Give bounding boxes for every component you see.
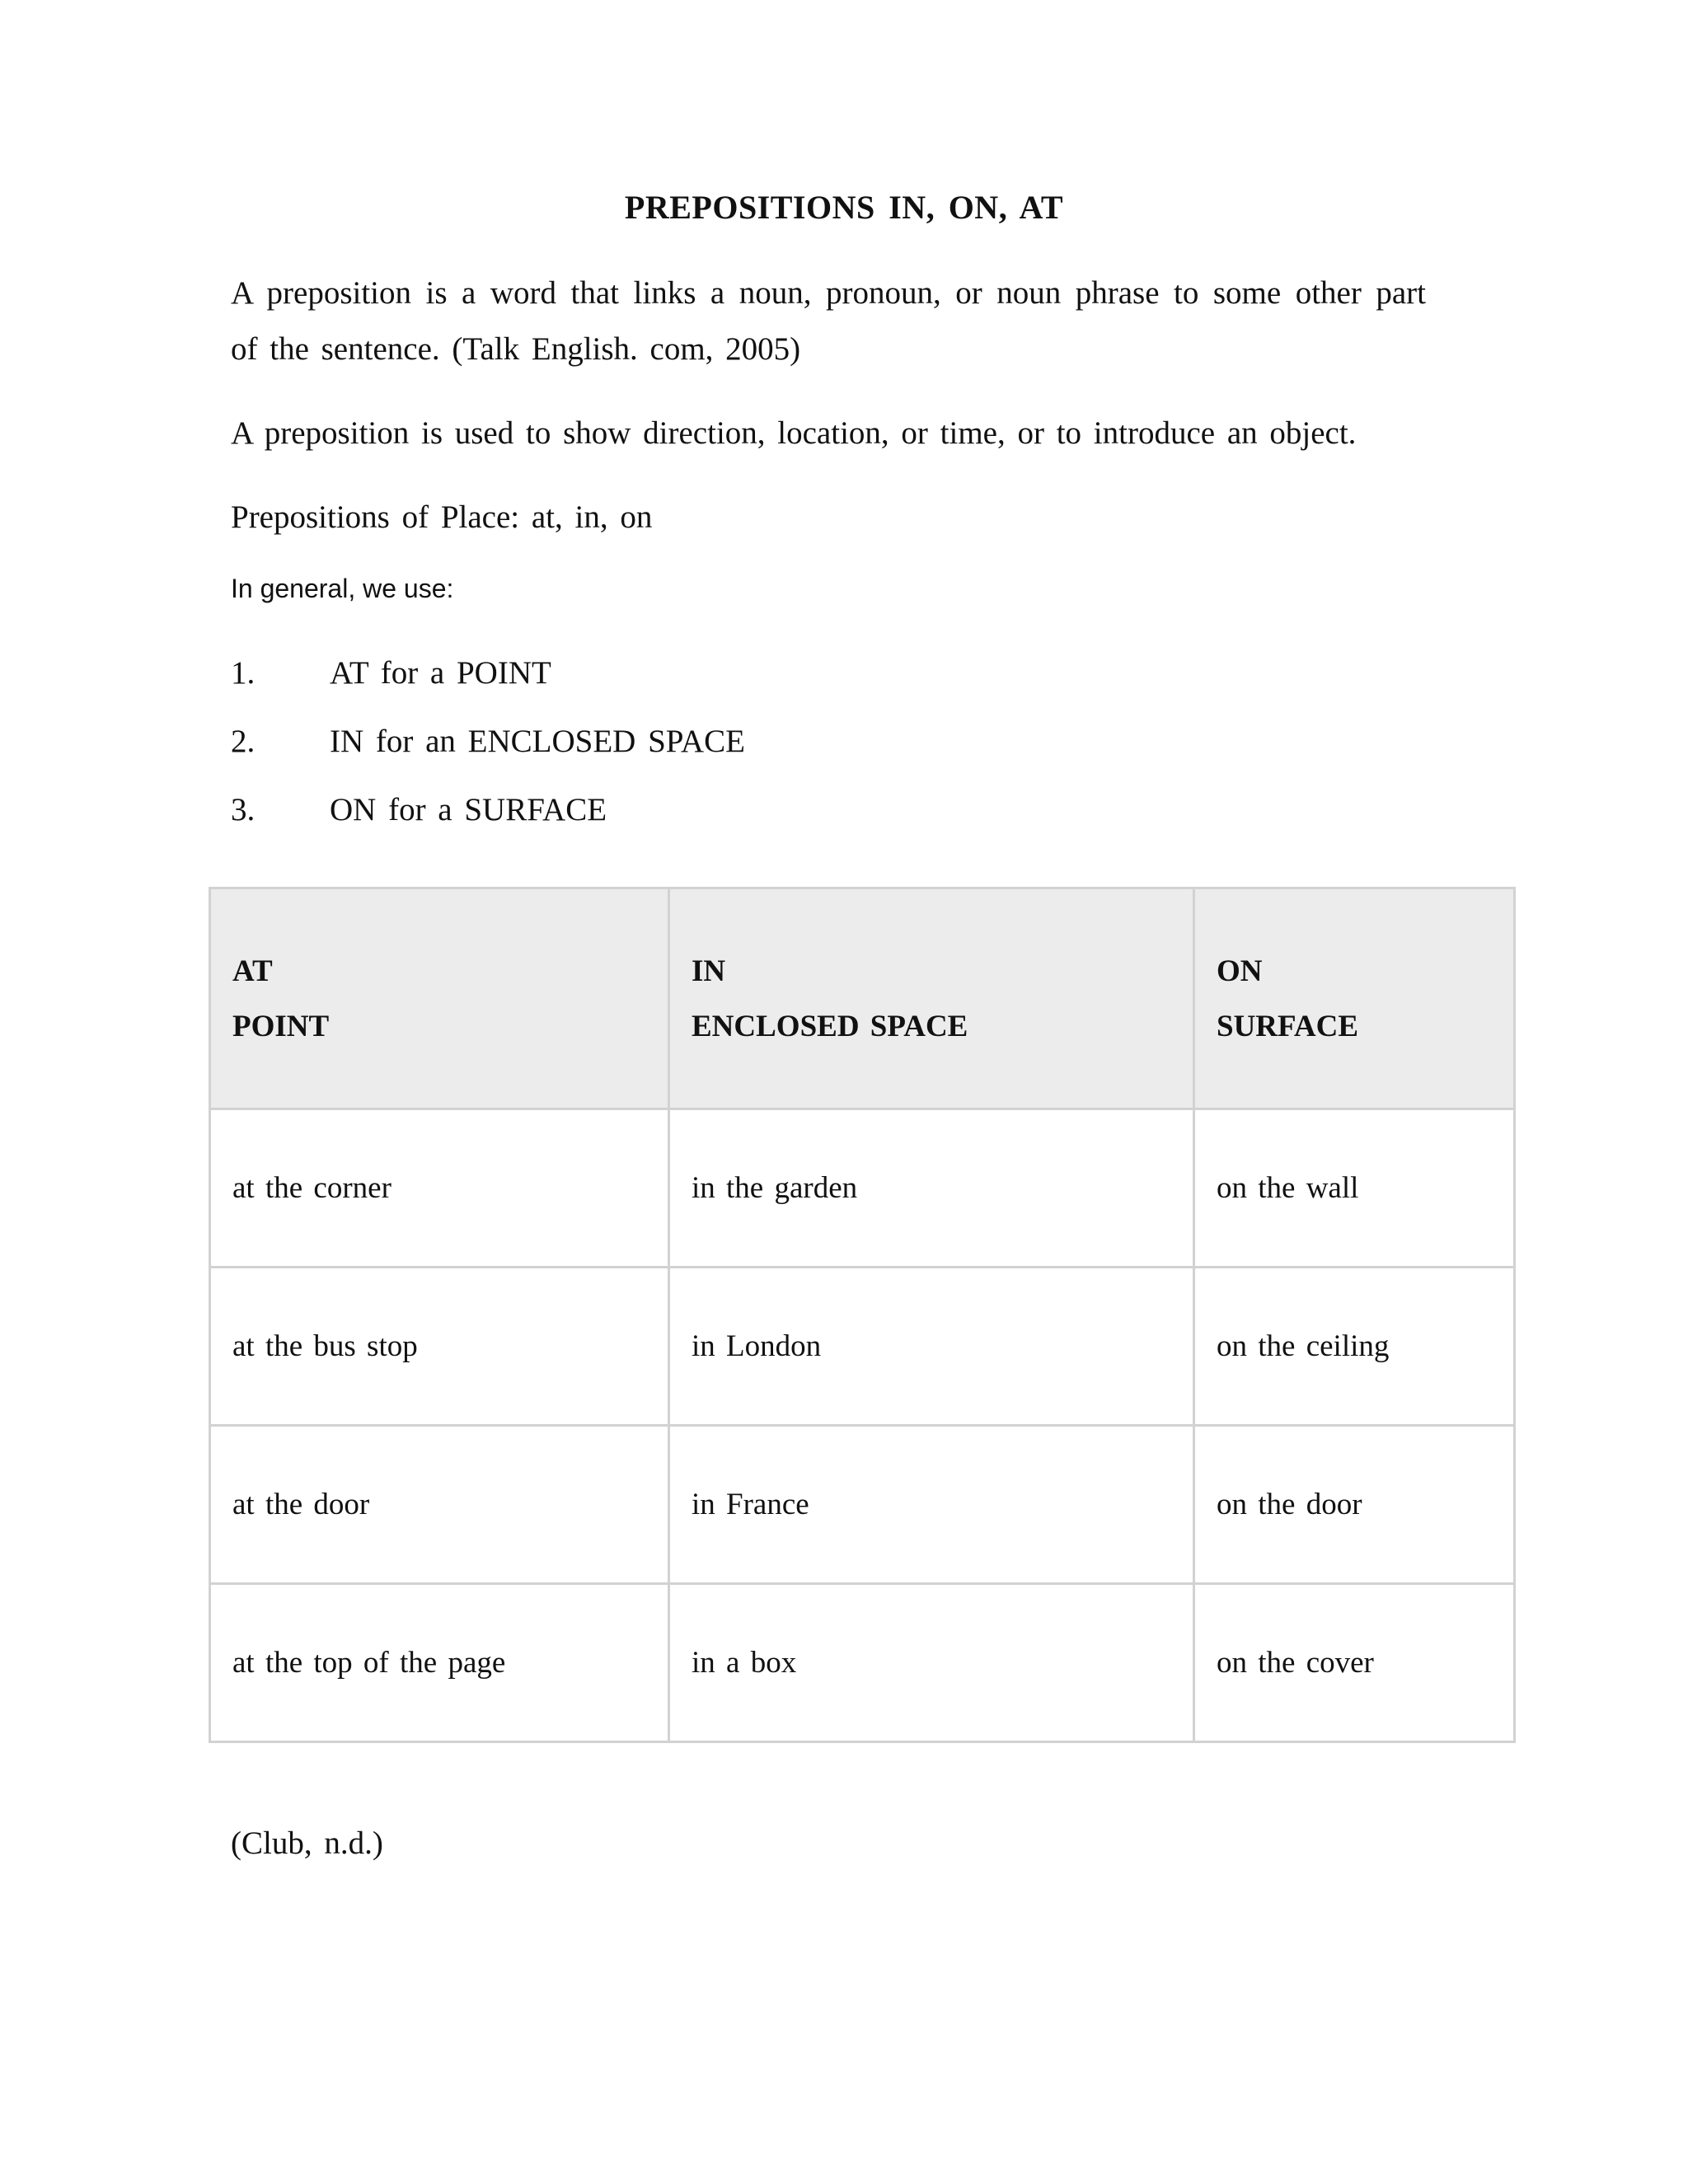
table-header-row	[210, 888, 1515, 1109]
table-cell: on the ceiling	[1194, 1268, 1515, 1426]
table-cell: in the garden	[669, 1109, 1194, 1268]
table-cell: at the door	[210, 1426, 669, 1584]
header-line: POINT	[232, 1009, 330, 1043]
header-line: IN	[692, 954, 726, 988]
list-item	[231, 785, 745, 853]
table-cell: at the corner	[210, 1109, 669, 1268]
list-item	[231, 716, 745, 785]
definition-paragraph: A preposition is a word that links a noun, pronoun, or noun phrase to some other part of the sentence. (Talk English. com, 2005)	[231, 275, 1426, 367]
table-cell: on the wall	[1194, 1109, 1515, 1268]
table-cell: at the bus stop	[210, 1268, 669, 1426]
general-paragraph: In general, we use:	[231, 574, 454, 603]
header-line: ENCLOSED SPACE	[692, 1009, 968, 1043]
list-number: 1.	[231, 655, 256, 691]
table-row	[210, 1584, 1515, 1742]
table-cell: in a box	[669, 1584, 1194, 1742]
table-cell: at the top of the page	[210, 1584, 669, 1742]
page-title: PREPOSITIONS IN, ON, AT	[624, 189, 1064, 226]
header-line: SURFACE	[1217, 1009, 1358, 1043]
table-row	[210, 1426, 1515, 1584]
table-cell: on the cover	[1194, 1584, 1515, 1742]
preposition-list	[231, 648, 745, 853]
prepositions-table	[209, 887, 1516, 1743]
list-number: 2.	[231, 724, 256, 759]
prepositions-table-wrapper	[209, 887, 1516, 1743]
table-cell: in France	[669, 1426, 1194, 1584]
table-cell: on the door	[1194, 1426, 1515, 1584]
list-item	[231, 648, 745, 716]
header-line: ON	[1217, 954, 1263, 988]
citation: (Club, n.d.)	[231, 1825, 383, 1861]
place-paragraph: Prepositions of Place: at, in, on	[231, 499, 653, 535]
list-text: IN for an ENCLOSED SPACE	[330, 724, 745, 759]
usage-paragraph: A preposition is used to show direction, location, or time, or to introduce an object.	[231, 415, 1357, 451]
list-text: AT for a POINT	[330, 655, 551, 691]
header-on	[1194, 888, 1515, 1109]
list-text: ON for a SURFACE	[330, 792, 607, 827]
table-row	[210, 1109, 1515, 1268]
table-row	[210, 1268, 1515, 1426]
table-cell: in London	[669, 1268, 1194, 1426]
header-in	[669, 888, 1194, 1109]
header-at	[210, 888, 669, 1109]
header-line: AT	[232, 954, 273, 988]
list-number: 3.	[231, 792, 256, 827]
